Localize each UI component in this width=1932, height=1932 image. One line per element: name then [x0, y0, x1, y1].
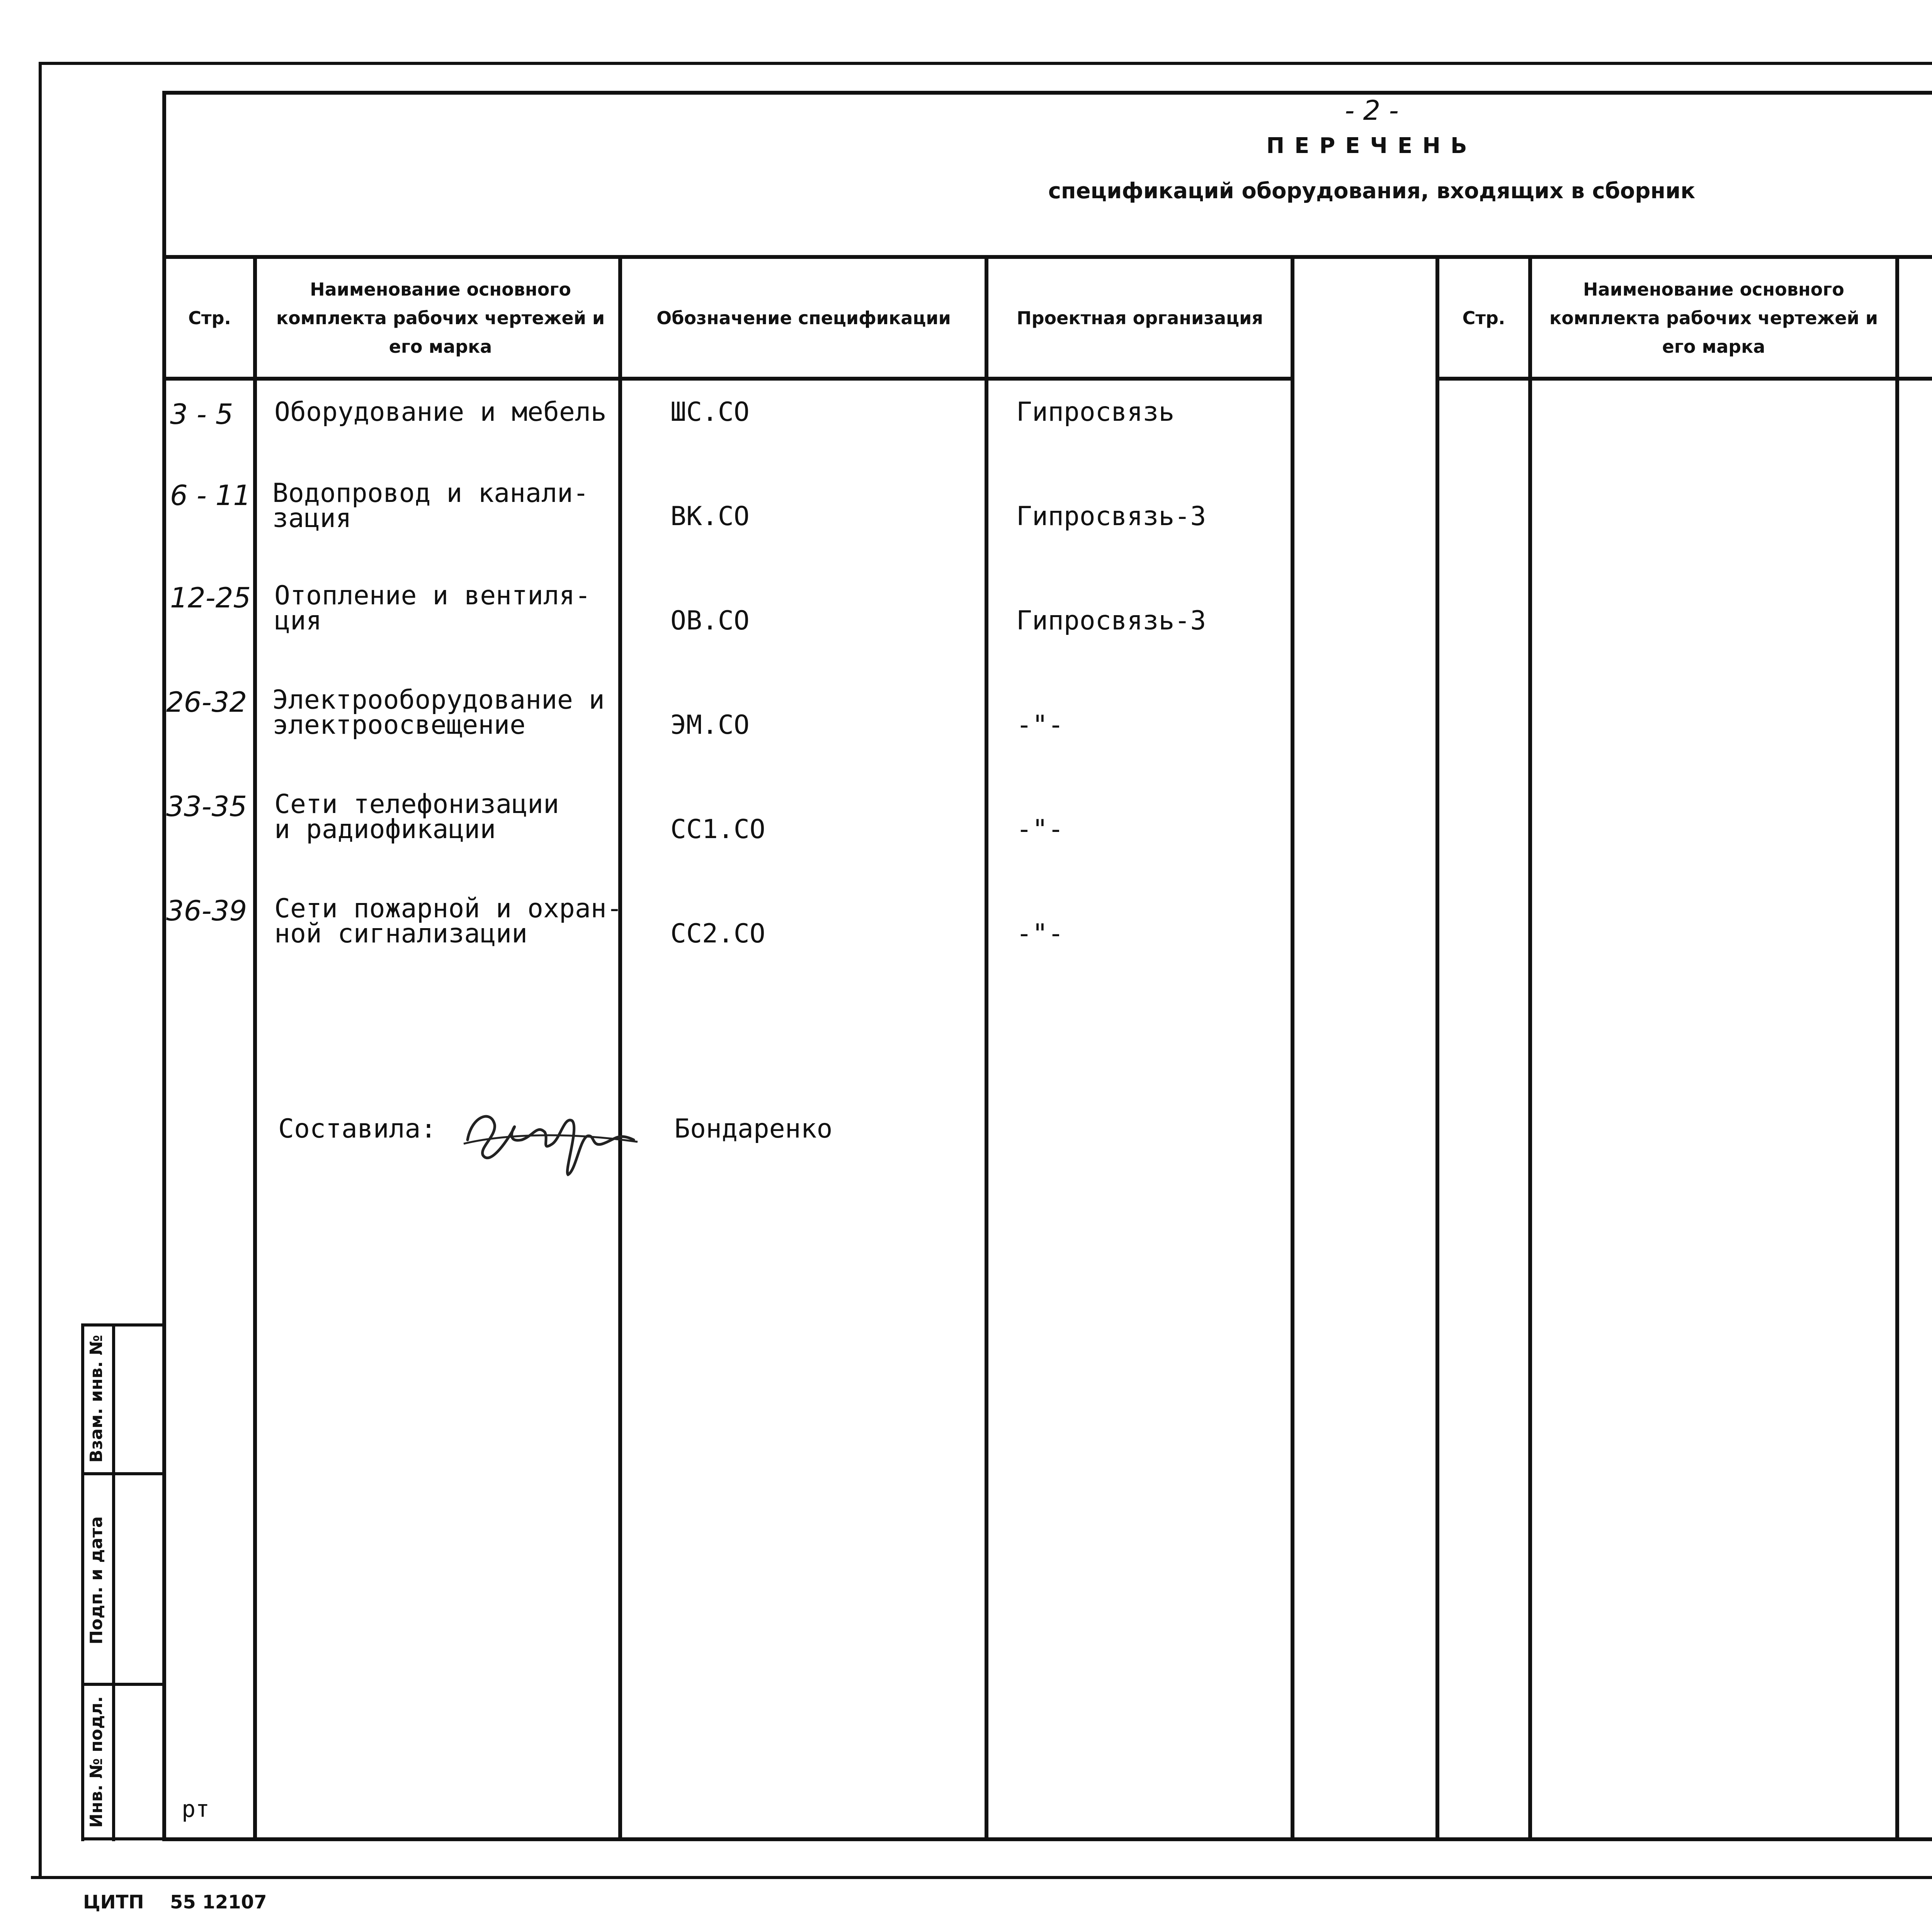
- row-name-line1: Оборудование и мебель: [274, 397, 607, 427]
- frame-left: [162, 91, 166, 1841]
- page-title: ПЕРЕЧЕНЬ: [1266, 133, 1477, 158]
- row-name-line2: ция: [274, 605, 322, 636]
- row-name-line2: зация: [272, 503, 352, 534]
- stamp-bottom: [81, 1837, 162, 1840]
- row-spec: ЭМ.СО: [670, 710, 750, 740]
- frame-bottom: [162, 1837, 1932, 1841]
- row-name-line2: ной сигнализации: [274, 918, 528, 949]
- right-col-divider-1: [1528, 255, 1532, 1841]
- left-col-divider-2: [618, 255, 622, 1841]
- row-name-line1: Сети телефонизации: [274, 789, 559, 820]
- column-header-bottom-right: [1437, 377, 1932, 381]
- row-name-line1: Электрооборудование и: [272, 685, 605, 715]
- col-header-name: Наименование основного комплекта рабочих чертежей и его марка: [276, 279, 605, 357]
- footer-org: ЦИТП: [83, 1891, 144, 1913]
- row-org: Гипросвязь: [1016, 397, 1175, 427]
- page-subtitle: спецификаций оборудования, входящих в сборник: [1048, 179, 1696, 204]
- page-mark: - 2 -: [1345, 95, 1399, 126]
- stamp-inv-orig: Инв. № подл.: [87, 1696, 106, 1828]
- row-pages: 12-25: [170, 582, 251, 614]
- bottom-left-mark: рт: [182, 1796, 210, 1823]
- row-spec: СС1.СО: [670, 814, 765, 845]
- signature: [456, 1094, 641, 1182]
- right-col-divider-2: [1895, 255, 1899, 1841]
- outer-border-top: [39, 62, 1932, 65]
- row-spec: СС2.СО: [670, 918, 765, 949]
- row-spec: ШС.СО: [670, 397, 750, 427]
- col-header-spec: Обозначение спецификации: [656, 307, 951, 328]
- row-name-line1: Сети пожарной и охран-: [274, 893, 622, 924]
- stamp-sign-date: Подп. и дата: [87, 1516, 106, 1645]
- row-name-line1: Водопровод и канали-: [272, 478, 589, 509]
- row-spec: ОВ.СО: [670, 605, 750, 636]
- row-spec: ВК.СО: [670, 501, 750, 532]
- col-header-page-right: Стр.: [1462, 307, 1505, 328]
- right-col-divider-0: [1435, 255, 1439, 1841]
- row-pages: 3 - 5: [170, 398, 233, 430]
- outer-border-left: [39, 62, 42, 1878]
- left-col-divider-1: [253, 255, 257, 1841]
- footer-code: 55 12107: [170, 1891, 267, 1913]
- header-separator-right: [1437, 255, 1932, 259]
- col-header-page: Стр.: [188, 307, 231, 328]
- col-header-org: Проектная организация: [1017, 307, 1263, 328]
- outer-border-bottom: [31, 1876, 1932, 1879]
- row-org: Гипросвязь-3: [1016, 605, 1206, 636]
- col-header-spec-right: [1899, 259, 1932, 377]
- stamp-left: [81, 1323, 84, 1841]
- row-org: -"-: [1016, 918, 1064, 949]
- compiled-name: Бондаренко: [674, 1114, 833, 1144]
- stamp-replace-inv: Взам. инв. №: [87, 1335, 106, 1463]
- left-col-divider-3: [985, 255, 988, 1841]
- row-org: -"-: [1016, 814, 1064, 845]
- row-name-line1: Отопление и вентиля-: [274, 580, 591, 611]
- compiled-label: Составила:: [278, 1114, 437, 1144]
- frame-top: [162, 91, 1932, 95]
- row-org: -"-: [1016, 710, 1064, 740]
- left-col-divider-4: [1291, 255, 1294, 1841]
- row-pages: 6 - 11: [170, 479, 251, 512]
- column-header-bottom-left: [162, 377, 1294, 381]
- row-name-line2: электроосвещение: [272, 710, 526, 740]
- col-header-name-right: Наименование основного комплекта рабочих чертежей и его марка: [1549, 279, 1878, 357]
- stamp-mid: [112, 1323, 115, 1841]
- row-pages: 33-35: [166, 790, 247, 823]
- row-name-line2: и радиофикации: [274, 814, 496, 845]
- row-pages: 26-32: [166, 686, 247, 718]
- row-org: Гипросвязь-3: [1016, 501, 1206, 532]
- row-pages: 36-39: [166, 895, 247, 927]
